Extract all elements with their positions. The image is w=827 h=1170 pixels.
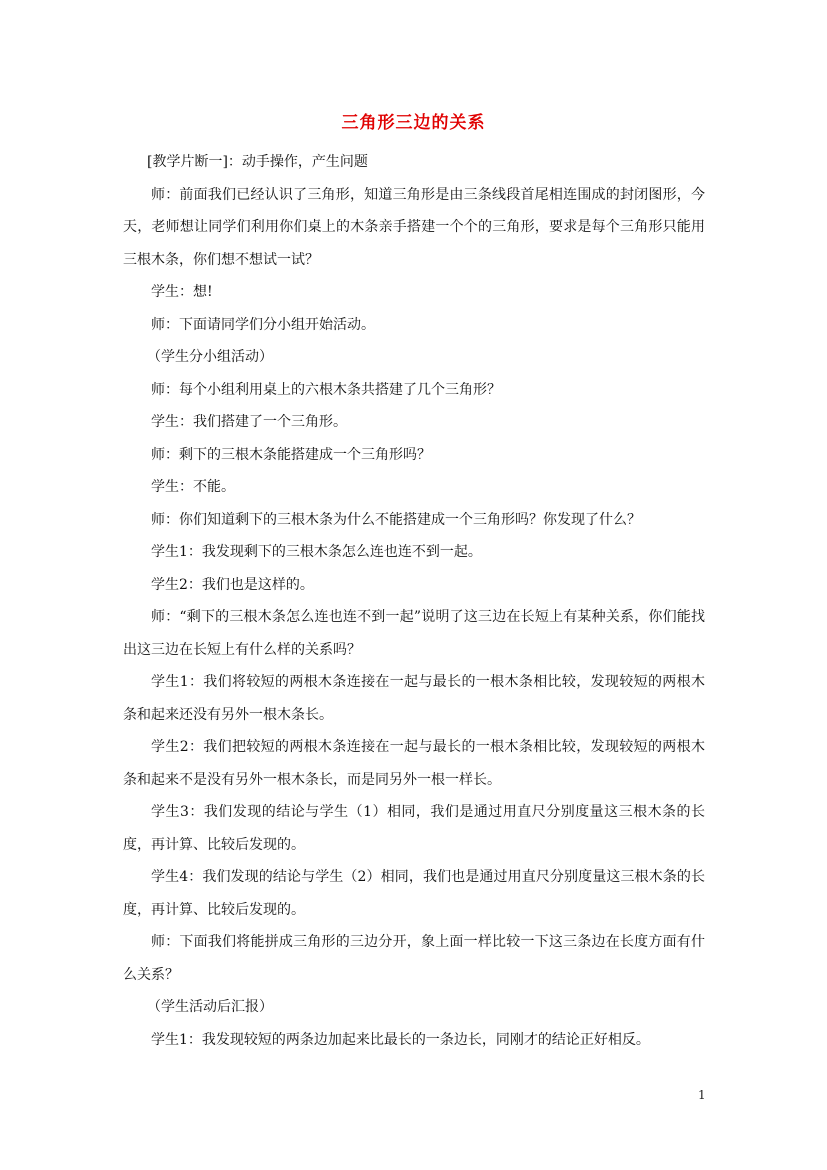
paragraph: 学生：想! <box>151 284 213 300</box>
paragraph: 学生2：我们也是这样的。 <box>151 576 314 593</box>
paragraph: 学生2：我们把较短的两根木条连接在一起与最长的一根木条相比较，发现较短的两根木条和起来不是没有另外一根木条长，而是同另外一根一样长。 <box>123 739 705 788</box>
paragraph: 师：下面请同学们分小组开始活动。 <box>151 316 375 333</box>
paragraph: 师：“剩下的三根木条怎么连也连不到一起”说明了这三边在长短上有某种关系，你们能找出这三边在长短上有什么样的关系吗？ <box>123 609 705 658</box>
page-number: 1 <box>698 1088 706 1102</box>
document-body <box>123 146 705 1056</box>
paragraph: 学生4：我们发现的结论与学生（2）相同，我们也是通过用直尺分别度量这三根木条的长度，再计算、比较后发现的。 <box>123 869 705 918</box>
document-title: 三角形三边的关系 <box>341 113 486 133</box>
paragraph: 学生：我们搭建了一个三角形。 <box>151 414 347 430</box>
paragraph: （学生分小组活动） <box>147 349 273 365</box>
paragraph: 学生1：我发现剩下的三根木条怎么连也连不到一起。 <box>151 544 482 560</box>
paragraph: 师：剩下的三根木条能搭建成一个三角形吗？ <box>151 446 431 463</box>
paragraph: 师：你们知道剩下的三根木条为什么不能搭建成一个三角形吗？你发现了什么？ <box>151 511 641 528</box>
paragraph: 师：每个小组利用桌上的六根木条共搭建了几个三角形？ <box>151 381 501 398</box>
paragraph: 学生：不能。 <box>151 479 235 495</box>
paragraph: 师：下面我们将能拼成三角形的三边分开，象上面一样比较一下这三条边在长度方面有什么关系？ <box>123 934 705 983</box>
paragraph: 学生1：我们将较短的两根木条连接在一起与最长的一根木条相比较，发现较短的两根木条和起来还没有另外一根木条长。 <box>123 674 705 723</box>
paragraph: （学生活动后汇报） <box>147 999 273 1015</box>
paragraph: 师：前面我们已经认识了三角形，知道三角形是由三条线段首尾相连围成的封闭图形，今天，老师想让同学们利用你们桌上的木条亲手搭建一个个的三角形，要求是每个三角形只能用三根木条，你们想不想试一试？ <box>123 186 705 268</box>
paragraph: 学生1：我发现较短的两条边加起来比最长的一条边长，同刚才的结论正好相反。 <box>151 1031 650 1048</box>
paragraph: 学生3：我们发现的结论与学生（1）相同，我们是通过用直尺分别度量这三根木条的长度，再计算、比较后发现的。 <box>123 804 705 853</box>
section-heading: [教学片断一]：动手操作，产生问题 <box>147 154 368 170</box>
